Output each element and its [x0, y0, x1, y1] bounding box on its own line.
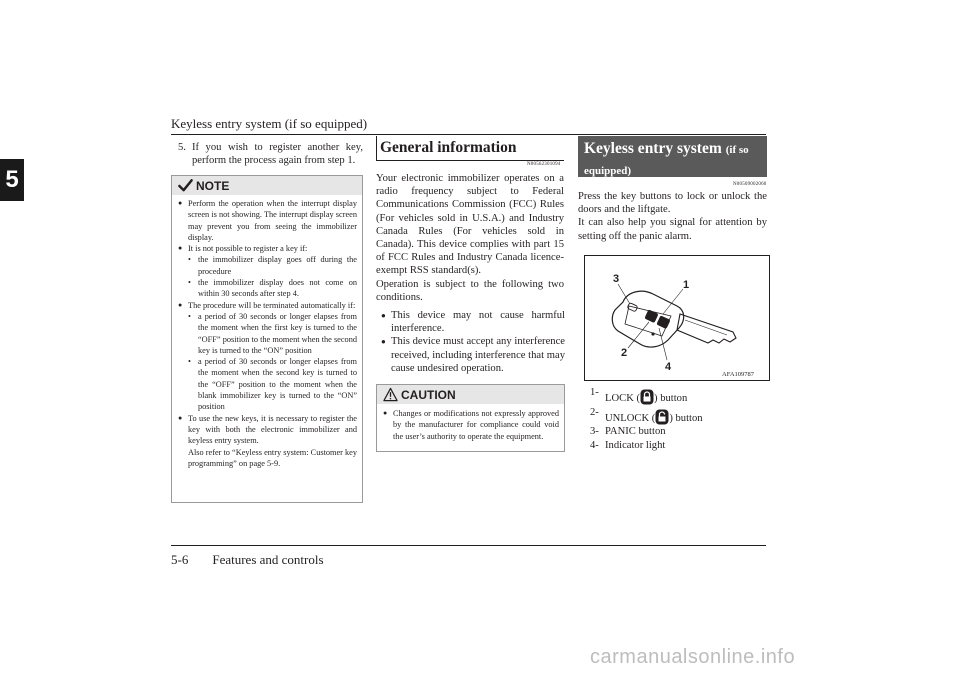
note-bullet-1: ● Perform the operation when the interrupt display screen is not showing. The interrupt display screen may prevent you from seeing the immobilizer display. — [178, 198, 357, 243]
legend-label-suffix: ) button — [669, 412, 703, 424]
note-sub-text: a period of 30 seconds or longer elapses from the moment when the second key is turned to the “OFF” position to the moment when the blank immobilizer key is turned to the “ON” position — [198, 357, 357, 412]
page-footer — [171, 552, 324, 568]
note-bullet-4-continued: Also refer to “Keyless entry system: Customer key programming” on page 5-9. — [188, 447, 357, 468]
general-information-conditions: Operation is subject to the following two conditions. — [376, 278, 564, 303]
keyless-entry-body — [578, 190, 767, 243]
legend-label: LOCK ( — [605, 393, 641, 404]
chapter-tab: 5 — [0, 159, 24, 201]
note-sub-item: • the immobilizer display does not come on within 30 seconds after step 4. — [188, 278, 357, 299]
header-rule — [171, 134, 766, 135]
legend-number: 1- — [590, 387, 599, 398]
callout-2: 2 — [621, 347, 628, 359]
unlock-button — [656, 315, 670, 329]
callout-4: 4 — [665, 361, 672, 373]
key-legend — [590, 386, 703, 452]
note-bullet-4: ● To use the new keys, it is necessary to register the key with both the electronic immobilizer and keyless entry system. — [178, 413, 357, 447]
note-sub-text: the immobilizer display goes off during the procedure — [198, 255, 357, 276]
general-information-heading: General information — [376, 136, 564, 161]
caution-bullet: ● Changes or modifications not expressly approved by the manufacturer for compliance could void the user’s authority to operate the equipment. — [383, 408, 559, 442]
unlock-icon — [655, 409, 669, 425]
step-number: 5. — [178, 142, 186, 153]
keyless-entry-title: Keyless entry system — [584, 140, 722, 157]
lock-button — [644, 309, 658, 323]
keyless-entry-paragraph: Press the key buttons to lock or unlock the doors and the liftgate. — [578, 191, 767, 216]
fcc-condition-1: ● This device may not cause harmful interference. — [381, 309, 565, 335]
page-number: 5-6 — [171, 552, 189, 567]
fcc-condition-2: ● This device must accept any interference received, including interference that may cause undesired operation. — [381, 335, 565, 375]
keyless-entry-heading — [578, 136, 767, 177]
key-blade — [677, 314, 736, 343]
legend-item-unlock — [590, 406, 703, 426]
note-bullet-2: ● It is not possible to register a key if: — [178, 243, 357, 254]
figure-id: AFA109787 — [722, 371, 755, 378]
caution-title: CAUTION — [401, 387, 456, 402]
legend-item-lock — [590, 386, 703, 406]
legend-label: Indicator light — [605, 439, 666, 451]
footer-section: Features and controls — [212, 552, 324, 567]
general-information-body — [376, 172, 564, 304]
fcc-condition-list — [381, 309, 565, 375]
legend-number: 4- — [590, 439, 599, 451]
legend-number: 3- — [590, 426, 599, 437]
lock-icon — [640, 389, 654, 405]
caution-body — [377, 404, 564, 442]
caution-box — [376, 384, 565, 452]
general-information-paragraph: Your electronic immobilizer operates on a radio frequency subject to Federal Communications Commission (FCC) Rules (For vehicles sold in U.S.A.) and Industry Canada Rules (For vehicles sold in Canada). This device complies with part 15 of FCC Rules and Industry Canada licence-exempt RSS standard(s). — [376, 173, 564, 277]
legend-item-panic — [590, 425, 703, 439]
note-body — [172, 195, 362, 469]
step-5 — [178, 141, 363, 167]
callout-1: 1 — [683, 279, 690, 291]
note-sub-text: a period of 30 seconds or longer elapses from the moment when the first key is turned to the “OFF” position to the moment when the second key is turned to the “ON” position — [198, 311, 357, 355]
indicator-light — [651, 332, 654, 335]
watermark: carmanualsonline.info — [590, 646, 796, 668]
note-box — [171, 175, 363, 503]
note-sub-item: • a period of 30 seconds or longer elapses from the moment when the second key is turned to the “OFF” position to the moment when the blank immobilizer key is turned to the “ON” position — [188, 357, 357, 412]
footer-rule — [171, 545, 766, 546]
legend-label: PANIC button — [605, 426, 666, 437]
legend-number: 2- — [590, 406, 599, 418]
warning-triangle-icon — [383, 387, 398, 402]
note-bullet-3: ● The procedure will be terminated automatically if: — [178, 300, 357, 311]
note-title: NOTE — [196, 178, 230, 193]
keyless-entry-paragraph-2: It can also help you signal for attention by setting off the panic alarm. — [578, 217, 767, 242]
legend-label: UNLOCK ( — [605, 412, 656, 424]
key-figure — [584, 255, 770, 381]
step-text: If you wish to register another key, perform the process again from step 1. — [192, 142, 363, 167]
section-code: N00509002060 — [733, 182, 767, 187]
note-sub-item: • a period of 30 seconds or longer elapses from the moment when the first key is turned to the “OFF” position to the moment when the second key is turned to the “ON” position — [188, 311, 357, 355]
note-sub-text: the immobilizer display does not come on within 30 seconds after step 4. — [198, 278, 357, 299]
callout-3: 3 — [613, 273, 620, 285]
legend-label-suffix: ) button — [654, 393, 688, 404]
keyless-entry-title-suffix: (if so equipped) — [584, 144, 749, 177]
note-check-icon — [178, 178, 193, 193]
caution-header — [377, 385, 564, 404]
section-code: N00562301094 — [527, 162, 561, 167]
legend-item-indicator — [590, 439, 703, 453]
note-sub-item: • the immobilizer display goes off during the procedure — [188, 255, 357, 276]
note-header — [172, 176, 362, 195]
key-illustration — [585, 256, 769, 380]
page-header-title: Keyless entry system (if so equipped) — [171, 116, 368, 131]
